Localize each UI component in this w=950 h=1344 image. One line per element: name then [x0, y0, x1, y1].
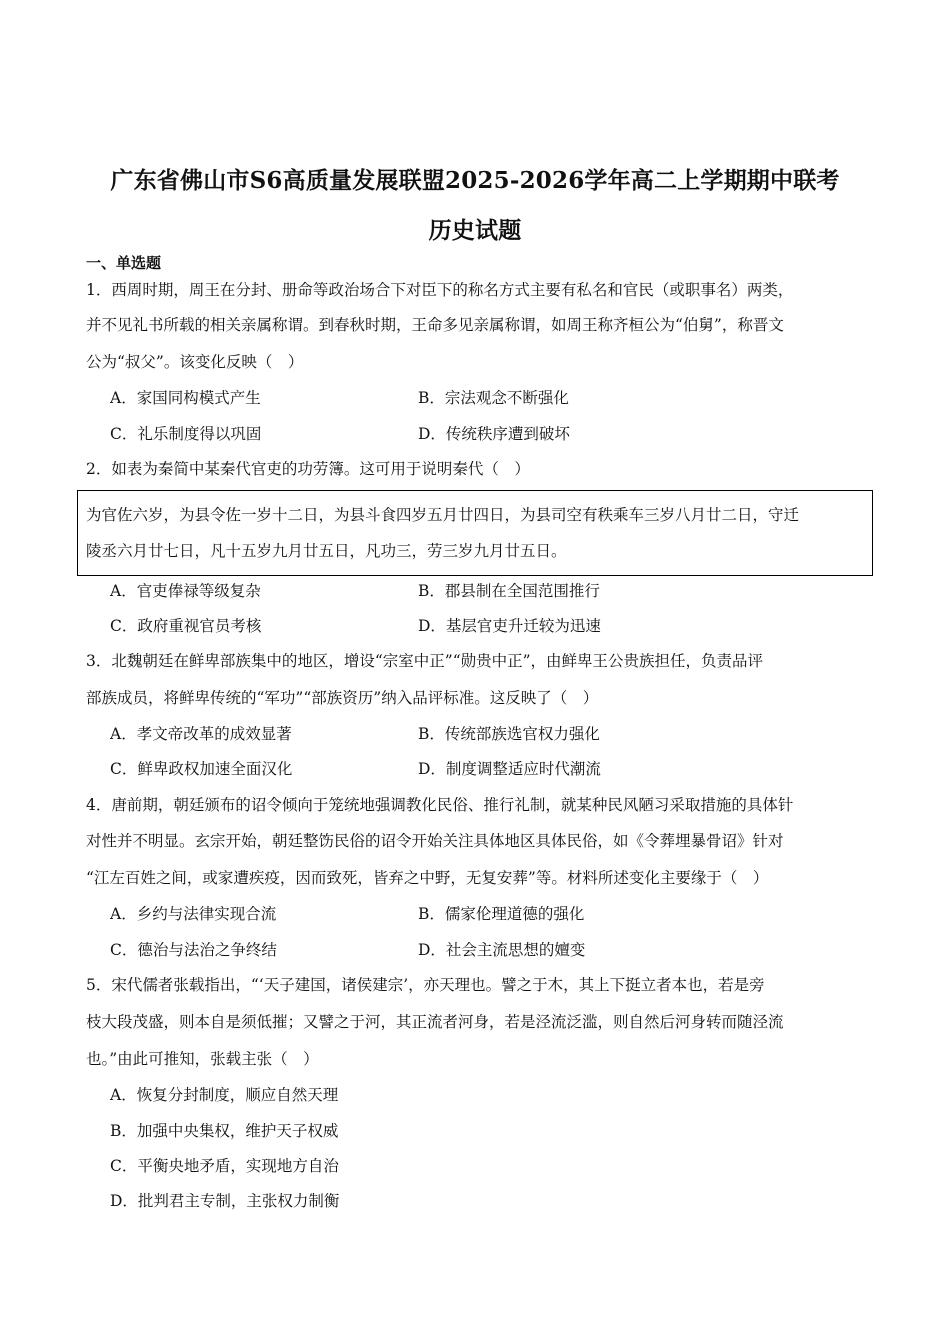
exam-title: 广东省佛山市S6高质量发展联盟2025-2026学年高二上学期期中联考 [110, 167, 840, 194]
question-2-option-c[interactable]: C．政府重视官员考核 [110, 617, 262, 635]
question-5-text-line-2: 枝大段茂盛，则本自是须低摧；又譬之于河，其正流者河身，若是泾流泛滥，则自然后河身转而随泾流 [86, 1013, 784, 1031]
question-5-option-d[interactable]: D．批判君主专制，主张权力制衡 [110, 1192, 340, 1210]
question-5-option-c[interactable]: C．平衡央地矛盾，实现地方自治 [110, 1157, 339, 1175]
question-5-text-line-1: 5．宋代儒者张载指出，“‘天子建国，诸侯建宗’，亦天理也。譬之于木，其上下挺立者本也，若是旁 [86, 976, 765, 994]
question-4-option-b[interactable]: B．儒家伦理道德的强化 [418, 905, 585, 923]
question-4-text-line-1: 4．唐前期，朝廷颁布的诏令倾向于笼统地强调教化民俗、推行礼制，就某种民风陋习采取措施的具体针 [86, 796, 794, 814]
question-3-option-a[interactable]: A．孝文帝改革的成效显著 [110, 725, 292, 743]
material-line-1: 为官佐六岁，为县令佐一岁十二日，为县斗食四岁五月廿四日，为县司空有秩乘车三岁八月廿二日，守迁 [86, 506, 800, 524]
question-3-option-b[interactable]: B．传统部族选官权力强化 [418, 725, 600, 743]
question-1-option-c[interactable]: C．礼乐制度得以巩固 [110, 425, 262, 443]
material-line-2: 陵丞六月廿七日，凡十五岁九月廿五日，凡功三，劳三岁九月廿五日。 [86, 542, 567, 560]
question-4-option-d[interactable]: D．社会主流思想的嬗变 [418, 941, 586, 959]
question-3-text-line-2: 部族成员，将鲜卑传统的“军功”“部族资历”纳入品评标准。这反映了（ ） [86, 689, 599, 707]
question-2-material-box [77, 490, 873, 576]
question-1-text-line-1: 1．西周时期，周王在分封、册命等政治场合下对臣下的称名方式主要有私名和官民（或职事名）两类， [86, 281, 794, 299]
question-5-option-a[interactable]: A．恢复分封制度，顺应自然天理 [110, 1086, 339, 1104]
question-1-option-a[interactable]: A．家国同构模式产生 [110, 389, 261, 407]
question-1-option-b[interactable]: B．宗法观念不断强化 [418, 389, 569, 407]
question-4-option-a[interactable]: A．乡约与法律实现合流 [110, 905, 277, 923]
question-3-option-c[interactable]: C．鲜卑政权加速全面汉化 [110, 760, 293, 778]
question-2-option-d[interactable]: D．基层官吏升迁较为迅速 [418, 617, 601, 635]
question-2-option-a[interactable]: A．官吏俸禄等级复杂 [110, 582, 261, 600]
section-heading: 一、单选题 [86, 254, 162, 272]
question-4-text-line-3: “江左百姓之间，或家遭疾疫，因而致死，皆弃之中野，无复安葬”等。材料所述变化主要缘于（ ） [86, 869, 769, 887]
question-5-text-line-3: 也。”由此可推知，张载主张（ ） [86, 1050, 319, 1068]
question-2-text-line-1: 2．如表为秦简中某秦代官吏的功劳簿。这可用于说明秦代（ ） [86, 460, 530, 478]
question-3-option-d[interactable]: D．制度调整适应时代潮流 [418, 760, 601, 778]
question-2-option-b[interactable]: B．郡县制在全国范围推行 [418, 582, 600, 600]
question-4-option-c[interactable]: C．德治与法治之争终结 [110, 941, 277, 959]
question-1-text-line-2: 并不见礼书所载的相关亲属称谓。到春秋时期，王命多见亲属称谓，如周王称齐桓公为“伯舅”，称晋文 [86, 316, 784, 334]
question-1-option-d[interactable]: D．传统秩序遭到破坏 [418, 425, 570, 443]
question-1-text-line-3: 公为“叔父”。该变化反映（ ） [86, 353, 304, 371]
question-4-text-line-2: 对性并不明显。玄宗开始，朝廷整饬民俗的诏令开始关注具体地区具体民俗，如《令葬埋暴骨诏》针对 [86, 832, 784, 850]
exam-subtitle: 历史试题 [428, 217, 522, 244]
question-5-option-b[interactable]: B．加强中央集权，维护天子权威 [110, 1122, 339, 1140]
question-3-text-line-1: 3．北魏朝廷在鲜卑部族集中的地区，增设“宗室中正”“勋贵中正”，由鲜卑王公贵族担任，负责品评 [86, 652, 764, 670]
